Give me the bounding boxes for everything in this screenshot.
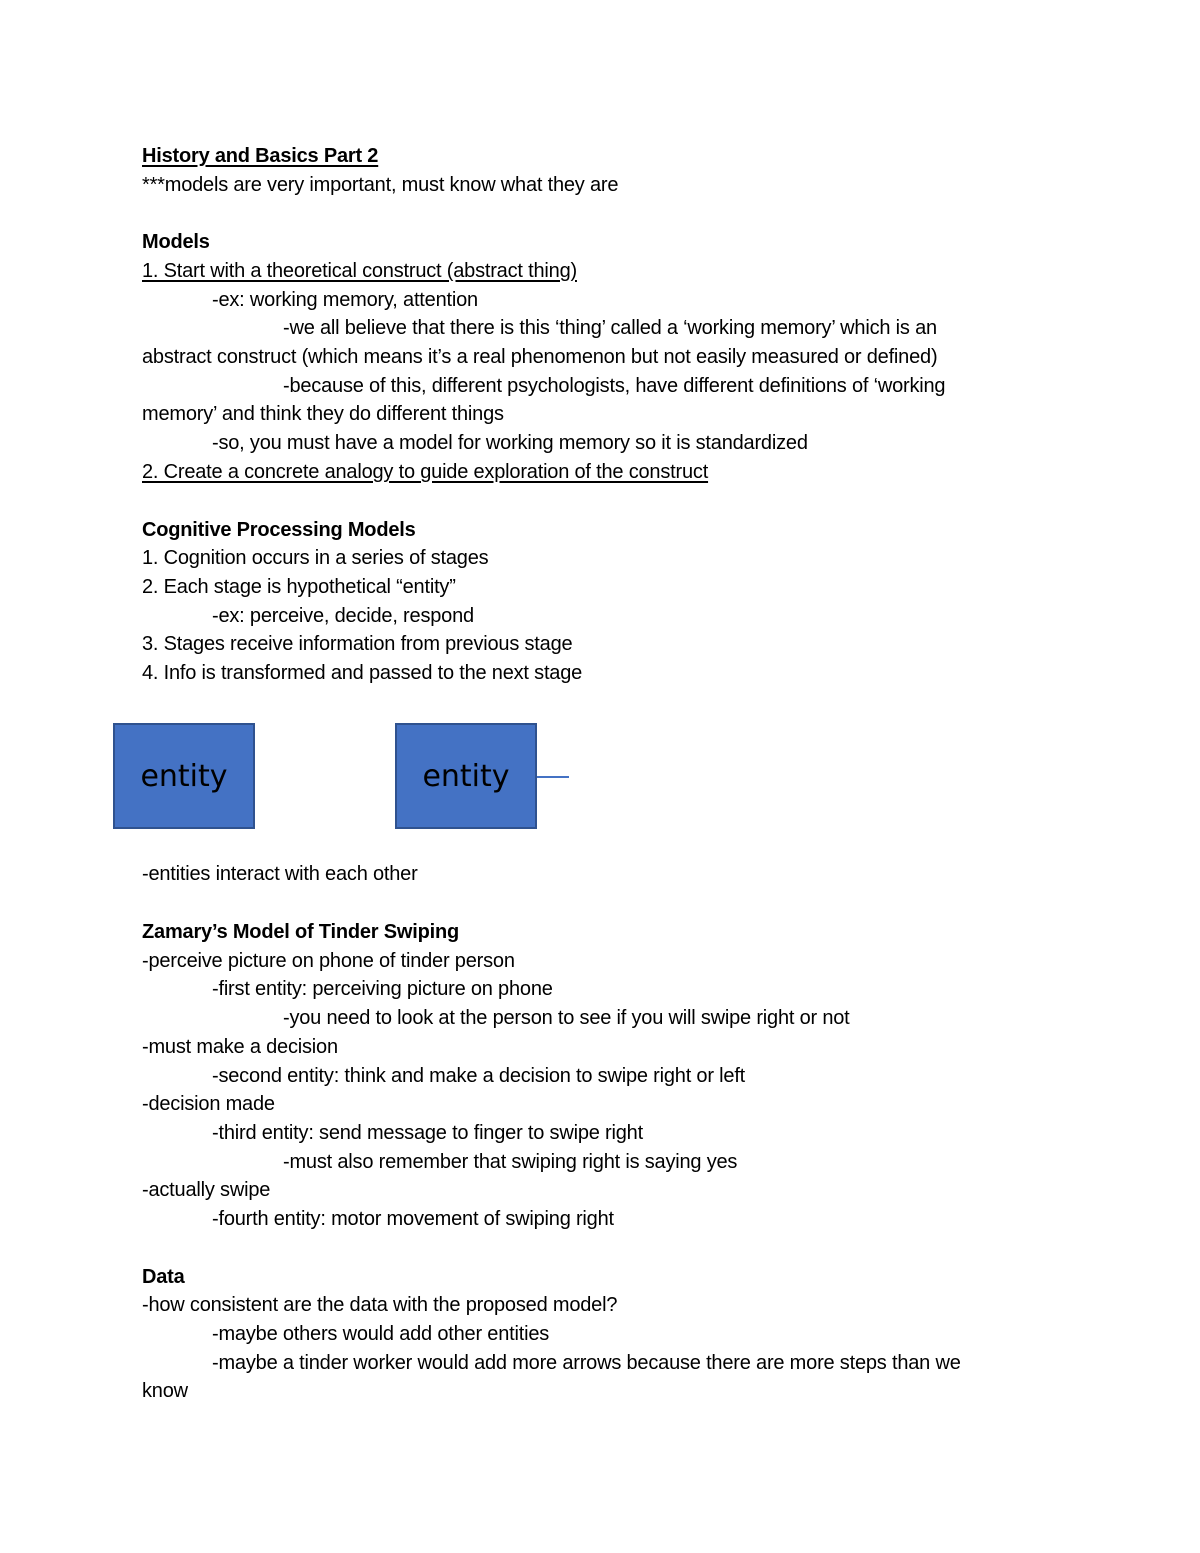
data-line-2: -maybe others would add other entities [212, 1323, 550, 1345]
entity-box-1-label: entity [140, 758, 228, 794]
cognitive-item-4: 4. Info is transformed and passed to the next stage [142, 662, 583, 684]
models-belief-line-1: -we all believe that there is this ‘thing’ called a ‘working memory’ which is an [283, 317, 937, 339]
cognitive-item-3: 3. Stages receive information from previous stage [142, 633, 573, 655]
data-line-1: -how consistent are the data with the proposed model? [142, 1294, 618, 1316]
cognitive-example: -ex: perceive, decide, respond [212, 605, 474, 627]
cognitive-heading: Cognitive Processing Models [142, 519, 416, 541]
importance-note: ***models are very important, must know what they are [142, 174, 619, 196]
models-item-2: 2. Create a concrete analogy to guide exploration of the construct [142, 461, 709, 483]
models-because-line-2: memory’ and think they do different things [142, 403, 504, 425]
data-line-3a: -maybe a tinder worker would add more arrows because there are more steps than we [212, 1352, 961, 1374]
entity-box-1 [113, 723, 255, 829]
entity-box-2 [395, 723, 537, 829]
models-belief-line-2: abstract construct (which means it’s a real phenomenon but not easily measured or defined) [142, 346, 938, 368]
models-standardized: -so, you must have a model for working memory so it is standardized [212, 432, 808, 454]
models-heading: Models [142, 231, 210, 253]
cognitive-item-2: 2. Each stage is hypothetical “entity” [142, 576, 456, 598]
data-heading: Data [142, 1266, 185, 1288]
tinder-line-3: -you need to look at the person to see if you will swipe right or not [283, 1007, 850, 1029]
tinder-line-9: -actually swipe [142, 1179, 271, 1201]
tinder-line-5: -second entity: think and make a decision to swipe right or left [212, 1065, 746, 1087]
tinder-line-7: -third entity: send message to finger to swipe right [212, 1122, 643, 1144]
data-line-3b: know [142, 1380, 188, 1402]
tinder-line-10: -fourth entity: motor movement of swiping right [212, 1208, 614, 1230]
tinder-line-1: -perceive picture on phone of tinder person [142, 950, 515, 972]
models-example: -ex: working memory, attention [212, 289, 478, 311]
tinder-line-8: -must also remember that swiping right is saying yes [283, 1151, 738, 1173]
entities-interact-note: -entities interact with each other [142, 863, 418, 885]
document-title: History and Basics Part 2 [142, 145, 379, 167]
tinder-line-2: -first entity: perceiving picture on phone [212, 978, 553, 1000]
cognitive-item-1: 1. Cognition occurs in a series of stages [142, 547, 489, 569]
models-item-1: 1. Start with a theoretical construct (abstract thing) [142, 260, 577, 282]
connector-line [537, 776, 569, 778]
tinder-line-6: -decision made [142, 1093, 275, 1115]
models-because-line-1: -because of this, different psychologists, have different definitions of ‘working [283, 375, 946, 397]
tinder-heading: Zamary’s Model of Tinder Swiping [142, 921, 459, 943]
tinder-line-4: -must make a decision [142, 1036, 338, 1058]
entity-box-2-label: entity [422, 758, 510, 794]
